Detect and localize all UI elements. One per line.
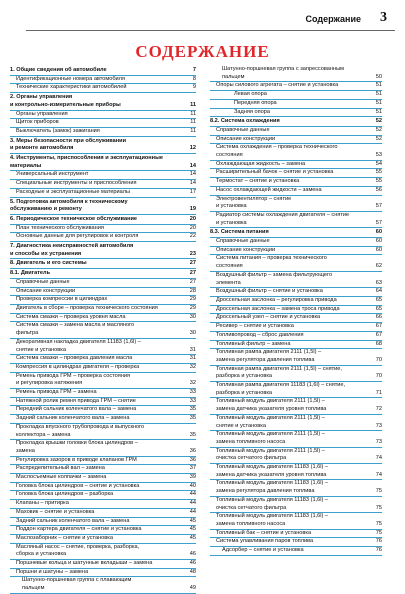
toc-entry-page: 44 [189,500,196,507]
page-number: 3 [380,10,387,25]
toc-entry[interactable] [10,94,196,110]
toc-entry-title: Электровентилятор – снятие и установка [216,195,292,210]
toc-entry-title: Топливный модуль двигателя 2111 (1,5l) – очистка сетчатого фильтра [216,447,325,462]
toc-entry[interactable] [10,155,196,171]
toc-entry[interactable] [210,382,382,398]
toc-entry[interactable] [10,364,196,373]
toc-entry-page: 51 [375,82,382,89]
toc-entry-title: Задняя опора [234,108,270,115]
toc-entry-title: Шатунно-поршневая группа с плавающим пальцем [22,577,132,592]
toc-entry-title: Топливопровод – сброс давления [216,331,304,338]
toc-entry-page: 14 [189,180,196,187]
toc-entry-title: Поршни и шатуны – замена [16,568,89,575]
toc-entry-title: 5. Подготовка автомобиля к техническому обслуживанию и ремонту [10,198,128,213]
toc-entry-title: Прокладка крышки головки блока цилиндров – замена [16,440,138,454]
toc-entry[interactable] [210,212,382,228]
toc-entry-page: 27 [189,278,196,285]
toc-entry[interactable] [10,128,196,137]
toc-entry-title: Опоры силового агрегата – снятие и установка [216,82,339,89]
toc-entry[interactable] [210,178,382,187]
toc-entry-page: 32 [189,380,196,387]
toc-entry[interactable] [10,225,196,234]
toc-entry-title: Задний сальник коленчатого вала – замена [16,517,130,524]
toc-entry-page: 19 [189,206,196,213]
toc-entry-page: 51 [375,108,382,115]
toc-entry-title: Топливная рампа двигателя 11183 (1,6l) – снятие, разборка и установка [216,382,346,396]
toc-entry-title: Воздушный фильтр – замена фильтрующего элемента [216,271,333,286]
toc-entry-page: 44 [189,491,196,498]
toc-entry[interactable] [210,196,382,212]
toc-entry-title: План технического обслуживания [16,224,104,231]
toc-entry-title: Система улавливания паров топлива [216,538,314,545]
toc-entry-page: 66 [375,314,382,321]
toc-entry[interactable] [10,216,196,225]
toc-entry-page: 32 [189,363,196,370]
toc-entry-page: 11 [190,101,196,108]
toc-entry[interactable] [210,366,382,382]
toc-entry[interactable] [10,440,196,456]
toc-entry-title: Топливная рампа двигателя 2111 (1,5l) – замена регулятора давления топлива [216,349,322,363]
toc-entry[interactable] [10,243,196,259]
toc-entry-page: 40 [189,482,196,489]
toc-entry-page: 27 [189,260,196,267]
toc-entry-title: Топливный модуль двигателя 11183 (1,6l) – замена топливного насоса [216,513,328,527]
toc-entry-page: 75 [375,529,382,536]
toc-entry-title: Идентификационные номера автомобиля [16,75,125,82]
toc-entry-page: 14 [189,171,196,178]
toc-entry-title: Универсальный инструмент [16,171,89,178]
toc-entry-title: Клапаны – притирка [16,500,69,507]
toc-entry-page: 45 [189,526,196,533]
toc-entry-title: Топливный модуль двигателя 2111 (1,5l) – замена топливного насоса [216,431,325,445]
toc-entry-page: 72 [375,406,382,413]
toc-entry-title: Специальные инструменты и приспособления [16,180,137,187]
toc-entry[interactable] [10,111,196,120]
toc-entry-page: 17 [189,188,196,195]
toc-entry[interactable] [210,187,382,196]
toc-entry-page: 36 [189,447,196,454]
toc-entry-page: 45 [189,517,196,524]
toc-entry-title: Радиатор системы охлаждения двигателя – снятие и установка [216,211,350,226]
toc-entry-title: 8. Двигатель и его системы [10,260,87,267]
toc-entry[interactable] [10,465,196,474]
toc-entry-title: Система смазки – проверка давления масла [16,355,133,362]
toc-entry-page: 51 [375,91,382,98]
toc-entry[interactable] [210,247,382,256]
toc-entry[interactable] [10,296,196,305]
toc-entry[interactable] [10,389,196,398]
toc-entry-page: 74 [375,471,382,478]
toc-entry-page: 53 [375,152,382,159]
toc-entry-title: Задний сальник коленчатого вала – замена [16,415,130,422]
toc-entry-title: 6. Периодическое техническое обслуживание [10,215,138,222]
toc-entry[interactable] [210,118,382,127]
toc-entry[interactable] [210,91,382,100]
toc-entry-page: 35 [189,415,196,422]
toc-entry[interactable] [210,314,382,323]
toc-entry[interactable] [210,448,382,464]
toc-entry-page: 35 [189,406,196,413]
toc-entry-title: Топливная рампа двигателя 2111 (1,5l) – снятие, разборка и установка [216,365,342,380]
toc-entry[interactable] [210,398,382,414]
toc-entry-title: Описание конструкции [16,287,76,294]
toc-entry-page: 76 [375,538,382,545]
toc-entry-title: Органы управления [16,110,68,117]
toc-entry-page: 70 [375,373,382,380]
toc-entry[interactable] [10,314,196,323]
toc-entry[interactable] [10,509,196,518]
toc-entry-title: Двигатель в сборе – проверка технического состояния [16,304,158,311]
toc-entry-page: 37 [189,465,196,472]
toc-entry-page: 33 [189,389,196,396]
toc-entry-title: 1. Общие сведения об автомобиле [10,67,107,73]
toc-entry-page: 63 [375,279,382,286]
toc-entry-title: Топливный модуль двигателя 2111 (1,5l) – снятие и установка [216,414,325,429]
toc-entry-title: 4. Инструменты, приспособления и эксплуатационные материалы [10,155,163,169]
toc-entry-page: 27 [189,270,196,277]
toc-entry[interactable] [210,169,382,178]
toc-entry-page: 57 [375,203,382,210]
toc-entry-page: 28 [189,287,196,294]
toc-entry[interactable] [210,229,382,238]
toc-entry[interactable] [210,332,382,341]
toc-entry[interactable] [10,569,196,578]
toc-entry-page: 65 [375,305,382,312]
toc-entry-page: 11 [190,127,196,134]
toc-entry[interactable] [10,535,196,544]
toc-entry-title: Топливный модуль двигателя 11183 (1,6l) – замена датчика указателя уровня топлива [216,464,328,478]
toc-entry-title: Описание конструкции [216,135,276,142]
toc-entry-title: Декоративная накладка двигателя 11183 (1,6l) – снятие и установка [16,338,141,353]
toc-entry-title: Передняя опора [234,99,277,106]
toc-entry[interactable] [10,355,196,364]
toc-entry-title: Основные данные для регулировок и контроля [16,233,139,240]
toc-entry[interactable] [210,415,382,431]
toc-entry-title: Ремень привода ГРМ – проверка состояния и регулировка натяжения [16,372,131,387]
toc-left-column [10,66,196,594]
toc-entry[interactable] [10,424,196,440]
toc-entry-title: Дроссельная заслонка – регулировка привода [216,296,337,303]
toc-entry-title: Поршневые кольца и шатунные вкладыши – замена [16,560,153,567]
toc-entry-page: 67 [375,331,382,338]
toc-entry-page: 75 [375,488,382,495]
running-header-title: Содержание [305,14,361,24]
toc-entry-title: 3. Меры безопасности при обслуживании и ремонте автомобиля [10,137,127,152]
toc-entry-title: Расширительный бачок – снятие и установка [216,169,334,176]
toc-entry-page: 51 [375,99,382,106]
toc-entry-title: Маховик – снятие и установка [16,508,95,515]
toc-entry-title: Головка блока цилиндров – разборка [16,491,114,498]
toc-entry-title: Передний сальник коленчатого вала – замена [16,406,137,413]
toc-entry-title: Проверка компрессии в цилиндрах [16,296,108,303]
toc-entry-title: Топливный бак – снятие и установка [216,529,312,536]
toc-entry-title: 2. Органы управления и контрольно-измерительные приборы [10,94,121,108]
toc-entry[interactable] [210,431,382,447]
toc-entry-title: Головка блока цилиндров – снятие и установка [16,482,140,489]
toc-entry-title: Маслосъемные колпачки – замена [16,474,107,481]
toc-entry-title: 8.1. Двигатель [10,270,51,277]
toc-entry[interactable] [210,530,382,539]
toc-entry[interactable] [210,480,382,496]
toc-entry-title: Выключатель (замок) зажигания [16,127,100,134]
toc-entry-page: 52 [375,135,382,142]
toc-entry-page: 11 [190,110,196,117]
toc-entry[interactable] [210,127,382,136]
toc-entry-page: 29 [189,304,196,311]
toc-entry-title: Дроссельная заслонка – замена троса привода [216,305,340,312]
toc-entry[interactable] [210,513,382,529]
toc-entry[interactable] [210,349,382,365]
toc-entry[interactable] [10,518,196,527]
toc-entry[interactable] [10,67,196,76]
toc-entry-title: Натяжной ролик ремня привода ГРМ – снятие [16,397,136,404]
toc-entry[interactable] [10,373,196,389]
toc-entry[interactable] [210,272,382,288]
toc-entry-title: Система смазки – замена масла и масляного фильтра [16,322,135,337]
toc-entry-page: 50 [375,73,382,80]
toc-entry[interactable] [210,464,382,480]
toc-entry[interactable] [210,288,382,297]
toc-entry[interactable] [10,339,196,355]
toc-entry-page: 60 [375,229,382,236]
toc-entry[interactable] [210,66,382,82]
toc-entry-page: 62 [375,263,382,270]
toc-entry-page: 31 [189,346,196,353]
toc-entry[interactable] [210,144,382,160]
toc-entry-page: 60 [375,246,382,253]
toc-entry-title: Компрессия в цилиндрах двигателя – проверка [16,363,140,370]
toc-entry-title: Справочные данные [16,278,70,285]
toc-entry-page: 70 [375,356,382,363]
toc-entry-title: Шатунно-поршневая группа с запрессованным пальцем [222,66,344,80]
toc-entry[interactable] [210,497,382,513]
toc-entry-page: 35 [189,431,196,438]
toc-entry[interactable] [210,255,382,271]
page-header [0,0,405,24]
toc-entry-page: 52 [375,126,382,133]
toc-entry-page: 75 [375,504,382,511]
toc-entry[interactable] [10,322,196,338]
toc-entry-title: Топливный модуль двигателя 11183 (1,6l) – очистка сетчатого фильтра [216,496,328,511]
toc-entry[interactable] [210,136,382,145]
toc-entry-title: Дроссельный узел – снятие и установка [216,314,321,321]
toc-entry[interactable] [10,406,196,415]
toc-entry-title: Масляный насос – снятие, проверка, разборка, сборка и установка [16,543,140,558]
toc-entry[interactable] [210,538,382,547]
toc-entry-title: Щиток приборов [16,119,59,126]
toc-entry-title: Описание конструкции [216,246,276,253]
toc-entry[interactable] [210,547,382,556]
toc-entry-page: 23 [189,250,196,257]
toc-entry-page: 57 [375,219,382,226]
toc-entry[interactable] [10,544,196,560]
toc-entry-page: 73 [375,438,382,445]
toc-entry[interactable] [210,323,382,332]
toc-entry-page: 30 [189,313,196,320]
toc-entry-page: 44 [189,508,196,515]
toc-entry-page: 67 [375,323,382,330]
toc-entry-page: 60 [375,238,382,245]
toc-entry-page: 74 [375,455,382,462]
toc-entry[interactable] [10,270,196,279]
header-rule [26,30,395,31]
toc-entry-page: 14 [189,162,196,169]
toc-entry-page: 49 [189,585,196,592]
toc-entry-page: 55 [375,178,382,185]
toc-entry-title: Справочные данные [216,126,270,133]
toc-entry[interactable] [10,119,196,128]
toc-entry[interactable] [10,189,196,198]
toc-entry-page: 48 [189,568,196,575]
toc-entry-title: 7. Диагностика неисправностей автомобиля и способы их устранения [10,243,134,257]
toc-entry[interactable] [10,260,196,269]
toc-entry[interactable] [10,305,196,314]
toc-entry[interactable] [210,341,382,350]
toc-entry-page: 68 [375,340,382,347]
toc-entry-page: 55 [375,169,382,176]
toc-entry[interactable] [10,491,196,500]
toc-entry[interactable] [10,474,196,483]
toc-entry[interactable] [10,180,196,189]
toc-entry-page: 39 [189,474,196,481]
toc-entry-page: 46 [189,560,196,567]
toc-entry-title: Адсорбер – снятие и установка [222,547,304,554]
toc-entry[interactable] [10,199,196,215]
toc-entry[interactable] [10,415,196,424]
toc-entry-title: Справочные данные [216,238,270,245]
toc-entry[interactable] [10,483,196,492]
toc-entry-title: Охлаждающая жидкость – замена [216,160,306,167]
toc-entry-page: 46 [189,551,196,558]
toc-entry-page: 71 [375,389,382,396]
toc-entry-title: Регулировка зазоров в приводе клапанов ГРМ [16,456,137,463]
toc-entry-title: Маслозаборник – снятие и установка [16,534,113,541]
toc-entry-page: 64 [375,288,382,295]
toc-entry[interactable] [10,84,196,93]
toc-entry[interactable] [210,238,382,247]
toc-entry-title: Система питания – проверка технического состояния [216,255,327,270]
toc-entry-title: Технические характеристики автомобилей [16,84,127,91]
toc-entry-page: 45 [189,534,196,541]
toc-entry-page: 65 [375,296,382,303]
toc-entry-page: 36 [189,456,196,463]
toc-entry-page: 54 [375,160,382,167]
toc-entry[interactable] [10,526,196,535]
toc-entry-page: 75 [375,520,382,527]
toc-entry-title: Распределительный вал – замена [16,465,105,472]
toc-entry-page: 9 [192,84,196,91]
toc-entry-page: 73 [375,422,382,429]
toc-entry-title: Прокладка впускного трубопровода и выпускного коллектора – замена [16,423,145,438]
toc-entry-page: 33 [189,397,196,404]
toc-entry[interactable] [10,500,196,509]
toc-entry[interactable] [10,233,196,242]
toc-entry-page: 22 [189,233,196,240]
toc-entry-page: 8 [192,75,196,82]
toc-entry-title: Система охлаждения – проверка технического состояния [216,144,338,159]
toc-entry-title: Топливный модуль двигателя 11183 (1,6l) – замена регулятора давления топлива [216,480,328,495]
toc-entry-page: 56 [375,186,382,193]
toc-entry-title: 8.2. Система охлаждения [210,118,280,125]
toc-entry-title: Поддон картера двигателя – снятие и установка [16,526,142,533]
toc-entry[interactable] [210,297,382,306]
toc-entry-title: Ремень привода ГРМ – замена [16,389,97,396]
toc-entry[interactable] [210,100,382,109]
toc-entry-page: 11 [190,119,196,126]
toc-entry-page: 31 [189,355,196,362]
toc-entry-page: 30 [189,330,196,337]
toc-entry-page: 52 [375,118,382,125]
toc-entry[interactable] [210,109,382,118]
toc-entry-page: 76 [375,547,382,554]
page-title: СОДЕРЖАНИЕ [135,42,270,61]
toc-entry[interactable] [10,171,196,180]
toc-entry-title: Система смазки – проверка уровня масла [16,313,126,320]
toc-entry-page: 20 [189,224,196,231]
toc-entry-title: Левая опора [234,91,267,98]
toc-entry-page: 20 [189,215,196,222]
toc-entry-title: Ресивер – снятие и установка [216,323,294,330]
toc-entry-title: Насос охлаждающей жидкости – замена [216,186,322,193]
toc-right-column [210,66,382,556]
toc-entry-title: Расходные и эксплуатационные материалы [16,188,131,195]
toc-entry-title: Термостат – снятие и установка [216,178,300,185]
toc-entry-page: 7 [192,67,196,73]
toc-entry[interactable] [10,138,196,154]
toc-entry-page: 29 [189,296,196,303]
toc-entry-title: Воздушный фильтр – снятие и установка [216,288,323,295]
toc-entry[interactable] [210,82,382,91]
toc-entry[interactable] [10,288,196,297]
toc-entry-title: 8.3. Система питания [210,229,269,236]
toc-entry[interactable] [10,560,196,569]
toc-entry-title: Топливный фильтр – замена [216,340,291,347]
toc-entry[interactable] [10,279,196,288]
toc-entry-page: 12 [189,145,196,152]
toc-entry[interactable] [10,577,196,593]
toc-entry-title: Топливный модуль двигателя 2111 (1,5l) – замена датчика указателя уровня топлива [216,398,327,413]
